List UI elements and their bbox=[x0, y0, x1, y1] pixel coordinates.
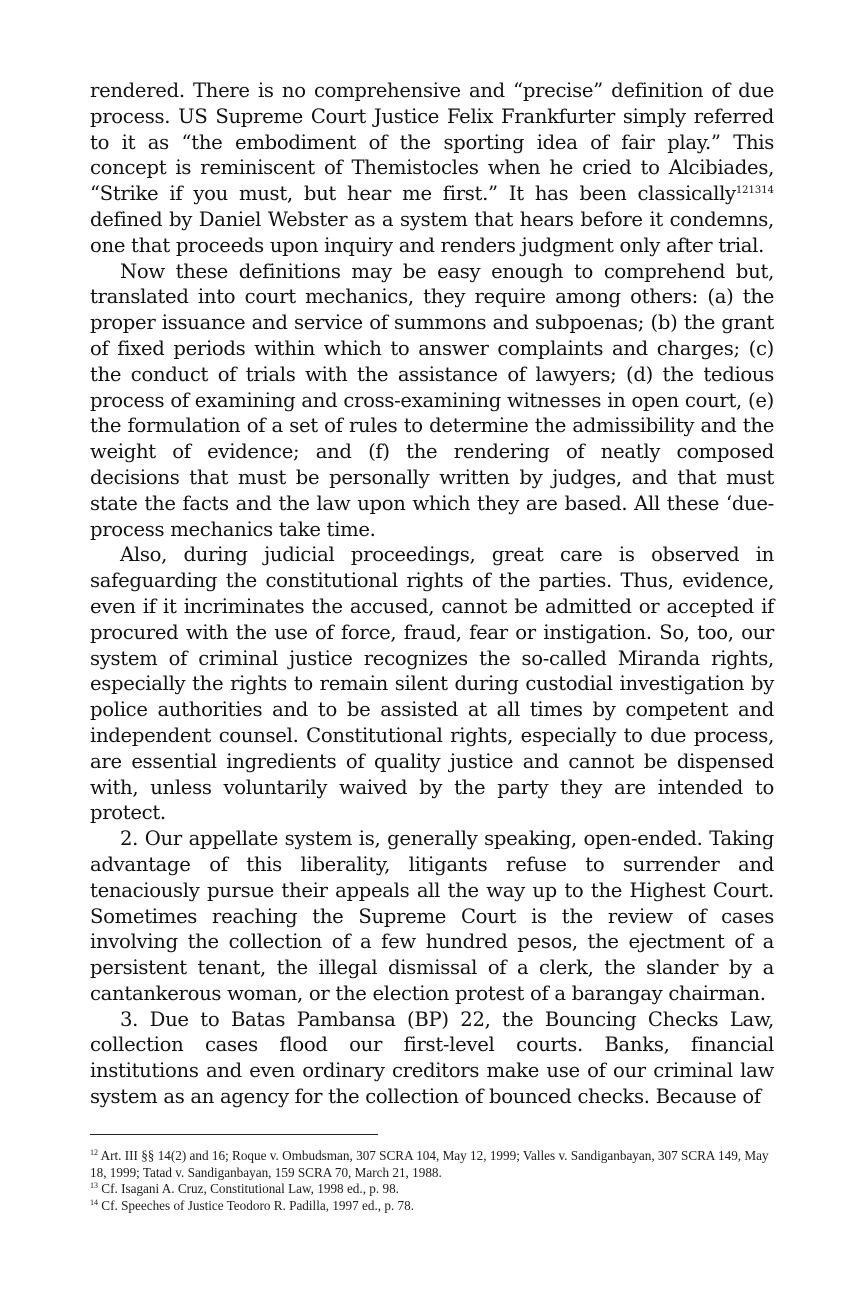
paragraph-constitutional-rights: Also, during judicial proceedings, great care is observed in safeguarding the constitutional rights of the parties. Thus, evidence, even if it incriminates the accused, cannot be admitted or accepted if procured with the use of force, fraud, fear or instigation. So, too, our system of criminal justice recognizes the so-called Miranda rights, especially the rights to remain silent during custodial investigation by police authorities and to be assisted at all times by competent and independent counsel. Constitutional rights, especially to due process, are essential ingredients of quality justice and cannot be dispensed with, unless voluntarily waived by the party they are intended to protect. bbox=[90, 543, 774, 825]
paragraph-text: rendered. There is no comprehensive and “precise” definition of due process. US Supreme Court Justice Felix Frankfurter simply referred to it as “the embodiment of the sporting idea of fair play.” This concept is reminiscent of Themistocles when he cried to Alcibiades, “Strike if you must, but hear me first.” It has been classically bbox=[90, 79, 774, 206]
paragraph-court-mechanics: Now these definitions may be easy enough to comprehend but, translated into court mechanics, they require among others: (a) the proper issuance and service of summons and subpoenas; (b) the grant of fixed periods within which to answer complaints and charges; (c) the conduct of trials with the assistance of lawyers; (d) the tedious process of examining and cross-examining witnesses in open court, (e) the formulation of a set of rules to determine the admissibility and the weight of evidence; and (f) the rendering of neatly composed decisions that must be personally written by judges, and that must state the facts and the law upon which they are based. All these ‘due-process mechanics take time. bbox=[90, 259, 774, 541]
page-body bbox=[90, 78, 774, 1110]
footnote-text: Cf. Speeches of Justice Teodoro R. Padilla, 1997 ed., p. 78. bbox=[98, 1197, 415, 1213]
footnote-number: 13 bbox=[90, 1181, 98, 1191]
footnote-14 bbox=[90, 1198, 774, 1215]
footnotes bbox=[90, 1148, 774, 1214]
footnote-number: 12 bbox=[90, 1148, 98, 1157]
footnote-text: Cf. Isagani A. Cruz, Constitutional Law, 1998 ed., p. 98. bbox=[98, 1181, 399, 1197]
footnote-separator bbox=[90, 1134, 378, 1135]
paragraph-due-process-definition bbox=[90, 78, 774, 259]
footnote-text: Art. III §§ 14(2) and 16; Roque v. Ombudsman, 307 SCRA 104, May 12, 1999; Valles v. Sandiganbayan, 307 SCRA 149, May 18, 1999; Tatad v. Sandiganbayan, 159 SCRA 70, March 21, 1988. bbox=[90, 1148, 769, 1180]
footnote-number: 14 bbox=[90, 1197, 98, 1207]
paragraph-bouncing-checks: 3. Due to Batas Pambansa (BP) 22, the Bouncing Checks Law, collection cases flood our first-level courts. Banks, financial institutions and even ordinary creditors make use of our criminal law system as an agency for the collection of bounced checks. Because of bbox=[90, 1007, 774, 1109]
footnote-13 bbox=[90, 1181, 774, 1198]
paragraph-text: defined by Daniel Webster as a system that hears before it condemns, one that proceeds upon inquiry and renders judgment only after trial. bbox=[90, 207, 774, 257]
paragraph-appellate-system: 2. Our appellate system is, generally speaking, open-ended. Taking advantage of this liberality, litigants refuse to surrender and tenaciously pursue their appeals all the way up to the Highest Court. Sometimes reaching the Supreme Court is the review of cases involving the collection of a few hundred pesos, the ejectment of a persistent tenant, the illegal dismissal of a clerk, the slander by a cantankerous woman, or the election protest of a barangay chairman. bbox=[90, 827, 774, 1005]
footnote-reference[interactable]: 121314 bbox=[735, 185, 774, 197]
footnote-12 bbox=[90, 1148, 774, 1181]
